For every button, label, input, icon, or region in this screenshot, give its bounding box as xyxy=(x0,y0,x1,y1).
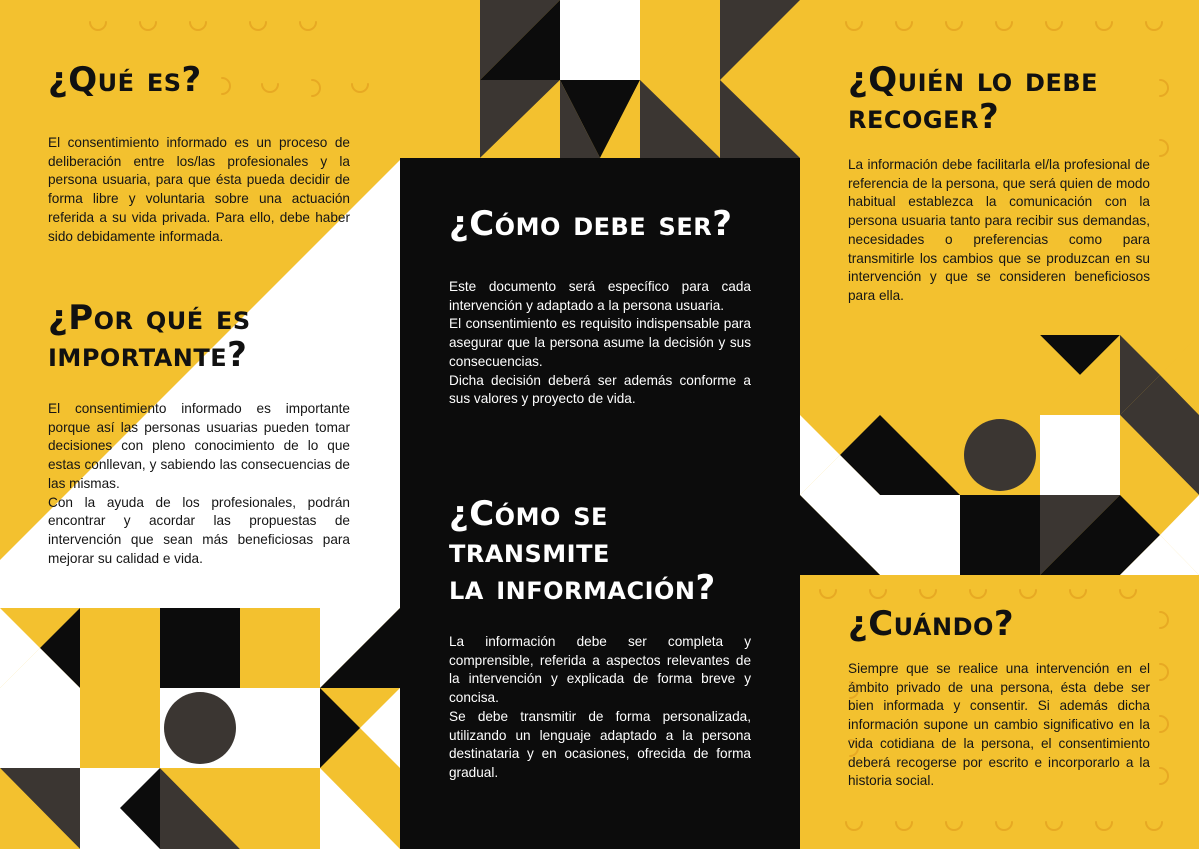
paragraph: Este documento será específico para cada intervención y adaptado a la persona usuaria. xyxy=(449,279,751,313)
heading-line: ¿Por qué es xyxy=(48,298,251,338)
body-quien xyxy=(848,156,1150,306)
paragraph: Se debe transmitir de forma personalizada, utilizando un lenguaje adaptado a la persona destinataria y en ocasiones, ofrecida de forma gradual. xyxy=(449,708,751,780)
paragraph: Con la ayuda de los profesionales, podrán encontrar y acordar las propuestas de intervención que sean más beneficiosas para mejorar su calidad e vida. xyxy=(48,494,350,566)
heading-line: ¿Cómo se xyxy=(449,494,608,534)
section-quien xyxy=(848,62,1150,306)
heading-line: recoger? xyxy=(848,97,1000,137)
heading-que-es: ¿Qué es? xyxy=(48,60,202,100)
body-por-que xyxy=(48,400,350,568)
body-como-transmite xyxy=(449,633,751,783)
paragraph: La información debe ser completa y comprensible, referida a aspectos relevantes de la intervención y explicada de forma breve y concisa. xyxy=(449,634,751,706)
section-por-que xyxy=(48,300,350,568)
heading-line: transmite xyxy=(449,531,610,571)
paragraph: Dicha decisión deberá ser además conforme a sus valores y proyecto de vida. xyxy=(449,372,751,407)
heading-line: ¿Quién lo debe xyxy=(848,60,1099,100)
heading-line: importante? xyxy=(48,335,248,375)
heading-como-debe: ¿Cómo debe ser? xyxy=(449,204,733,244)
paragraph: El consentimiento informado es un proceso de deliberación entre los/las profesionales y la persona usuaria, para que ésta pueda decidir de forma libre y voluntaria sobre una actuación referida a su vida privada. Para ello, debe haber sido debidamente informada. xyxy=(48,135,350,244)
paragraph: La información debe facilitarla el/la profesional de referencia de la persona, que será quien de modo habitual establezca la comunicación con la persona usuaria tanto para recibir sus demandas, necesidades o preferencias como para transmitirle los cambios que se produzcan en su intervención y que se consideren beneficiosos para ella. xyxy=(848,157,1150,303)
heading-por-que xyxy=(48,300,350,374)
heading-line: la información? xyxy=(449,568,716,608)
paragraph: El consentimiento es requisito indispensable para asegurar que la persona asume la decisión y sus consecuencias. xyxy=(449,316,751,369)
paragraph: Siempre que se realice una intervención en el ámbito privado de una persona, ésta debe ser bien informada y consentir. Si además dicha información supone un cambio significativo en la vida cotidiana de la persona, el consentimiento deberá recogerse por escrito e incorporarlo a la historia social. xyxy=(848,661,1150,789)
body-cuando xyxy=(848,660,1150,791)
paragraph: El consentimiento informado es importante porque así las personas usuarias pueden tomar decisiones con pleno conocimiento de lo que estas conllevan, y sabiendo las consecuencias de las mismas. xyxy=(48,401,350,491)
section-cuando xyxy=(848,604,1150,791)
heading-cuando: ¿Cuándo? xyxy=(848,604,1015,644)
heading-quien xyxy=(848,62,1150,136)
body-como-debe xyxy=(449,278,751,409)
heading-como-transmite xyxy=(449,496,751,607)
section-como-transmite xyxy=(449,496,751,783)
section-como-debe xyxy=(449,204,751,409)
body-que-es xyxy=(48,134,350,246)
section-que-es xyxy=(48,60,350,246)
